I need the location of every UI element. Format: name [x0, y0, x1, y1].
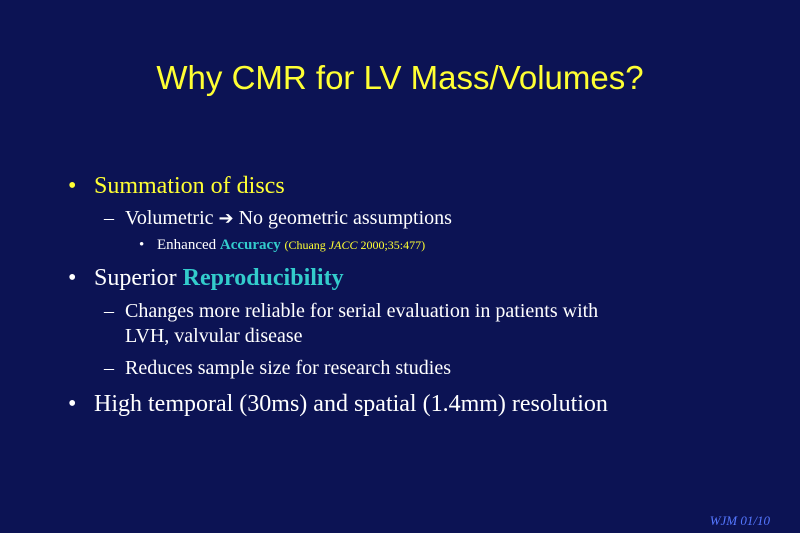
bullet-text: Enhanced [157, 237, 217, 253]
slide-title: Why CMR for LV Mass/Volumes? [156, 59, 644, 96]
bullet-enhanced-accuracy [157, 236, 425, 254]
bullet-text: Superior [94, 265, 177, 291]
citation [284, 238, 425, 252]
bullet-marker: • [139, 237, 145, 253]
footer-initials-date: WJM 01/10 [709, 513, 770, 528]
bullet-volumetric [125, 206, 452, 231]
bullet-marker: • [68, 391, 77, 417]
citation-author: (Chuang [284, 238, 329, 252]
arrow-right-icon: ➔ [218, 208, 234, 229]
bullet-marker: • [68, 173, 77, 199]
bullet-high-resolution: High temporal (30ms) and spatial (1.4mm) resolution [94, 391, 608, 417]
bullet-text: Volumetric [125, 207, 214, 229]
dash-marker: – [104, 207, 114, 229]
bullet-summation-of-discs [68, 172, 76, 200]
dash-marker: – [104, 357, 114, 379]
bullet-text: Summation of discs [94, 173, 285, 199]
citation-journal: JACC [328, 238, 358, 252]
bullet-marker: • [68, 265, 77, 291]
bullet-reduces-sample-size: Reduces sample size for research studies [125, 357, 451, 379]
bullet-changes-line2: LVH, valvular disease [125, 325, 303, 347]
highlight-reproducibility: Reproducibility [182, 265, 344, 291]
bullet-text: No geometric assumptions [238, 207, 452, 229]
citation-ref: 2000;35:477) [357, 238, 426, 252]
dash-marker: – [104, 300, 114, 322]
bullet-superior-reproducibility [94, 264, 344, 292]
highlight-accuracy: Accuracy [219, 237, 281, 253]
bullet-changes-line1: Changes more reliable for serial evaluation in patients with [125, 300, 599, 322]
